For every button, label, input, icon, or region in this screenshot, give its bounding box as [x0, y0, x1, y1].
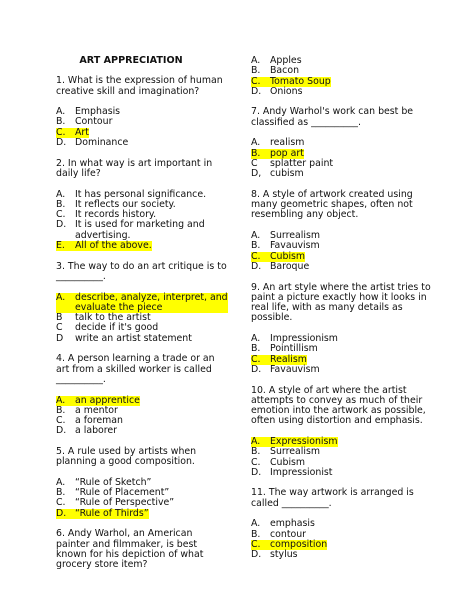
option-letter: D.: [251, 85, 262, 97]
option-text: “Rule of Placement”: [75, 487, 170, 499]
option-letter: A.: [251, 437, 270, 447]
option-text: All of the above.: [75, 240, 152, 252]
option-text: “Rule of Thirds”: [75, 507, 149, 519]
option-text: Bacon: [270, 65, 300, 77]
option-letter: D.: [251, 549, 262, 561]
option-letter: A.: [251, 137, 261, 149]
option-text: Realism: [270, 353, 307, 365]
option-letter: A.: [251, 518, 261, 530]
option-text: decide if it's good: [75, 322, 159, 334]
option-letter: A.: [56, 396, 75, 406]
option-text: Tomato Soup: [270, 75, 331, 87]
option-text: Cubism: [270, 456, 306, 468]
option-letter: C: [56, 322, 63, 334]
option-letter: E.: [56, 241, 75, 251]
option-text: write an artist statement: [75, 332, 192, 344]
option-letter: D.: [251, 466, 262, 478]
question-block: [251, 488, 431, 560]
option-letter: B.: [251, 528, 261, 540]
option-text: Dominance: [75, 137, 129, 149]
option-text: a foreman: [75, 415, 123, 427]
option-text: It records history.: [75, 209, 157, 221]
option-text: “Rule of Sketch”: [75, 476, 152, 488]
option-letter: B.: [56, 487, 66, 499]
option-letter: B.: [251, 65, 261, 77]
option-letter: B.: [251, 149, 270, 159]
option-letter: D.: [56, 219, 67, 231]
option-text: stylus: [270, 549, 298, 561]
question-block: [56, 529, 228, 570]
question-text: 10. A style of art where the artist attempts to convey as much of their emotion into the artwork as possible, often using distortion and emphasis.: [251, 384, 426, 427]
answer-option-highlighted: [56, 509, 228, 519]
question-text: 6. Andy Warhol, an American painter and filmmaker, is best known for his depiction of what grocery store item?: [56, 528, 204, 571]
option-letter: A.: [56, 106, 66, 118]
option-text: Expressionism: [270, 435, 338, 447]
option-letter: B.: [56, 198, 66, 210]
option-text: Favauvism: [270, 240, 320, 252]
option-letter: C.: [251, 540, 270, 550]
option-letter: B: [56, 312, 63, 324]
answer-option: [251, 550, 431, 560]
question-text: 7. Andy Warhol's work can best be classified as __________.: [251, 106, 414, 128]
question-text: 4. A person learning a trade or an art from a skilled worker is called __________.: [56, 353, 215, 385]
question-text: 5. A rule used by artists when planning a good composition.: [56, 445, 197, 468]
option-text: Cubism: [270, 250, 306, 262]
question-text: 9. An art style where the artist tries to paint a picture exactly how it looks in real life, with as many details as possible.: [251, 281, 431, 324]
option-text: Surrealism: [270, 230, 320, 242]
option-letter: A.: [251, 333, 261, 345]
option-text: It has personal significance.: [75, 188, 207, 200]
option-text: Impressionism: [270, 333, 338, 345]
option-text: Art: [75, 126, 89, 138]
option-letter: A.: [251, 55, 261, 66]
question-text: 2. In what way is art important in daily life?: [56, 157, 213, 179]
answer-option: [251, 468, 431, 478]
answer-option: [251, 87, 431, 97]
answer-option: [251, 169, 431, 179]
option-letter: B.: [251, 446, 261, 458]
option-text: Apples: [270, 55, 302, 66]
option-letter: C.: [251, 77, 270, 87]
option-letter: B.: [56, 404, 66, 416]
option-letter: B.: [56, 116, 66, 128]
answer-option-highlighted: [56, 241, 228, 251]
option-text: It reflects our society.: [75, 198, 176, 210]
option-letter: D.: [56, 425, 67, 437]
document-title: ART APPRECIATION: [79, 55, 183, 66]
option-text: Onions: [270, 85, 303, 97]
option-letter: C.: [56, 128, 75, 138]
option-letter: D.: [251, 363, 262, 375]
option-text: talk to the artist: [75, 312, 151, 324]
option-text: pop art: [270, 147, 304, 159]
option-text: emphasis: [270, 518, 315, 530]
question-text: 8. A style of artwork created using many geometric shapes, often not resembling any object.: [251, 188, 413, 221]
answer-option: [251, 262, 431, 272]
option-text: realism: [270, 137, 305, 149]
question-block: [56, 447, 228, 519]
option-letter: D.: [251, 260, 262, 272]
question-block: [56, 354, 228, 436]
question-block: [251, 107, 431, 179]
option-text: Favauvism: [270, 363, 320, 375]
option-letter: D.: [56, 509, 75, 519]
option-text: contour: [270, 528, 307, 540]
option-text: Contour: [75, 116, 113, 128]
option-text: an apprentice: [75, 394, 140, 406]
option-text: Emphasis: [75, 106, 121, 118]
option-letter: C.: [251, 456, 261, 468]
question-text: 3. The way to do an art critique is to __________.: [56, 260, 227, 282]
answer-option: [56, 220, 228, 241]
question-block: [251, 56, 431, 97]
option-letter: B.: [251, 343, 261, 355]
question-block: [56, 262, 228, 344]
question-block: [251, 283, 431, 376]
option-text: Impressionist: [270, 466, 333, 478]
option-letter: B.: [251, 240, 261, 252]
option-letter: A.: [56, 293, 75, 314]
option-letter: C: [251, 157, 258, 169]
option-letter: A.: [56, 188, 66, 200]
left-column: [56, 56, 228, 581]
right-column: [251, 56, 431, 571]
question-text: 1. What is the expression of human creative skill and imagination?: [56, 75, 223, 97]
answer-option: [251, 365, 431, 375]
option-text: a laborer: [75, 425, 118, 437]
option-text: Pointillism: [270, 343, 318, 355]
question-block: [251, 190, 431, 272]
option-letter: C.: [56, 497, 66, 509]
option-letter: C.: [56, 415, 66, 427]
option-letter: A.: [251, 230, 261, 242]
question-block: [56, 159, 228, 252]
answer-option: [56, 334, 228, 344]
option-letter: D: [56, 332, 64, 344]
option-text: It is used for marketing and advertising.: [75, 219, 205, 241]
option-letter: D,: [251, 168, 262, 180]
option-text: splatter paint: [270, 157, 334, 169]
option-text: Baroque: [270, 260, 310, 272]
answer-option: [56, 138, 228, 148]
question-block: [251, 386, 431, 479]
option-text: cubism: [270, 168, 304, 180]
option-text: composition: [270, 538, 328, 550]
question-block: [56, 76, 228, 148]
option-text: a mentor: [75, 404, 118, 416]
option-text: “Rule of Perspective”: [75, 497, 175, 509]
option-letter: C.: [251, 252, 270, 262]
option-letter: C.: [251, 355, 270, 365]
option-text: describe, analyze, interpret, and evaluate the piece: [75, 291, 228, 313]
option-text: Surrealism: [270, 446, 320, 458]
option-letter: D.: [56, 137, 67, 149]
answer-option: [56, 426, 228, 436]
option-letter: C.: [56, 209, 66, 221]
question-text: 11. The way artwork is arranged is called __________.: [251, 487, 414, 509]
answer-option-highlighted: [56, 293, 228, 314]
option-letter: A.: [56, 476, 66, 488]
